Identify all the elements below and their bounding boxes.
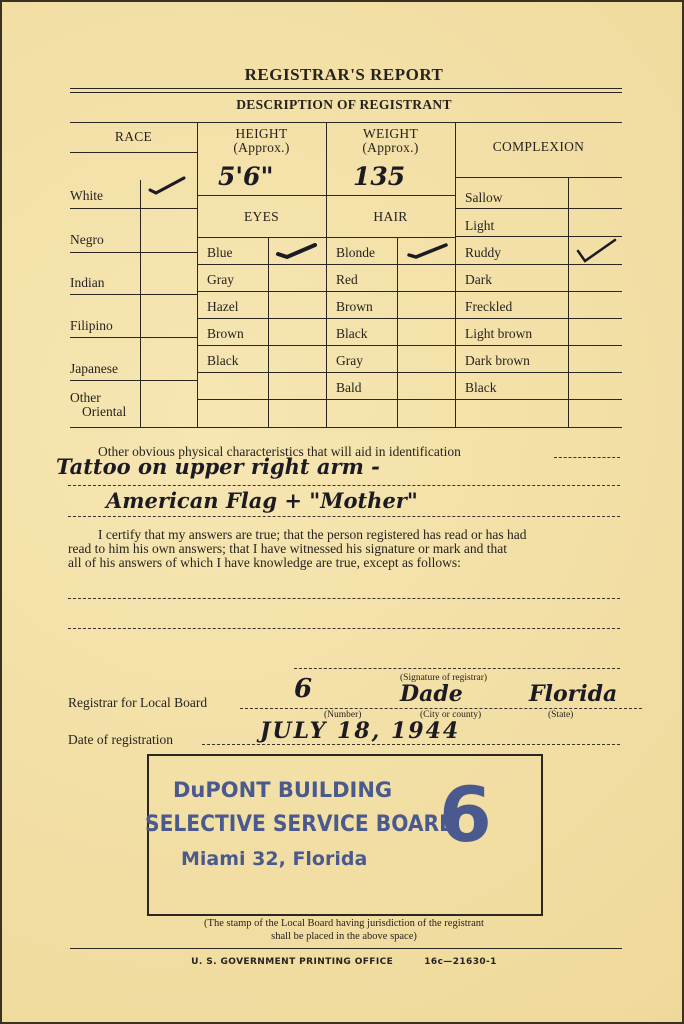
exceptions-line-2 (68, 628, 620, 629)
footer-rule (70, 948, 622, 949)
signature-caption: (Signature of registrar) (400, 673, 488, 683)
complexion-check-divider (568, 177, 569, 428)
hair-black: Black (336, 326, 368, 341)
complexion-sallow: Sallow (465, 190, 503, 205)
hair-header: HAIR (373, 209, 408, 224)
eyes-hair-row-rule (197, 264, 455, 265)
stamp-building: DuPONT BUILDING (173, 778, 393, 802)
weight-approx: (Approx.) (362, 140, 419, 155)
hair-red: Red (336, 272, 358, 287)
eyes-hair-row-rule (197, 291, 455, 292)
race-row-rule (70, 294, 197, 295)
complexion-dark: Dark (465, 272, 492, 287)
local-board-number: 6 (294, 674, 313, 704)
title-rule (70, 88, 622, 89)
stamp-caption-2: shall be placed in the above space) (271, 931, 417, 942)
certification-line-2: read to him his own answers; that I have witnessed his signature or mark and that (68, 541, 508, 556)
date-label: Date of registration (68, 732, 173, 747)
height-weight-rule (197, 195, 455, 196)
stamp-caption-1: (The stamp of the Local Board having jurisdiction of the registrant (204, 918, 484, 929)
characteristics-line-1 (68, 485, 620, 486)
eyes-hazel: Hazel (207, 299, 239, 314)
complexion-row-rule (455, 291, 622, 292)
local-board-city: Dade (400, 681, 463, 707)
local-board-line (240, 708, 642, 709)
race-row-rule (70, 337, 197, 338)
eyes-header: EYES (244, 209, 279, 224)
race-filipino: Filipino (70, 318, 113, 333)
race-header: RACE (114, 129, 153, 144)
complexion-light-brown: Light brown (465, 326, 533, 341)
race-negro: Negro (70, 232, 104, 247)
complexion-row-rule (455, 318, 622, 319)
characteristics-handwriting-2: American Flag + "Mother" (106, 488, 418, 513)
characteristics-handwriting-1: Tattoo on upper right arm - (56, 454, 380, 479)
date-line (202, 744, 620, 745)
race-row-rule (70, 208, 197, 209)
printer-label: U. S. GOVERNMENT PRINTING OFFICE (191, 957, 394, 967)
race-white: White (70, 188, 103, 203)
ruddy-check-mark (575, 237, 619, 265)
complexion-row-rule (455, 208, 622, 209)
state-caption: (State) (548, 710, 574, 720)
complexion-row-rule (455, 399, 622, 400)
eyes-black: Black (207, 353, 239, 368)
complexion-header-rule (455, 177, 622, 178)
hair-blonde: Blonde (336, 245, 375, 260)
race-column-divider (197, 122, 198, 428)
height-approx: (Approx.) (233, 140, 290, 155)
characteristics-prompt-line (554, 457, 620, 458)
stamp-board: SELECTIVE SERVICE BOARD (145, 812, 456, 837)
eyes-blue: Blue (207, 245, 233, 260)
eyes-hair-row-rule (197, 399, 455, 400)
race-japanese: Japanese (70, 361, 118, 376)
white-check-mark (148, 174, 188, 196)
hair-bald: Bald (336, 380, 362, 395)
complexion-ruddy: Ruddy (465, 245, 502, 260)
race-indian: Indian (70, 275, 105, 290)
characteristics-prompt: Other obvious physical characteristics that will aid in identification (98, 444, 461, 459)
report-title: REGISTRAR'S REPORT (244, 65, 444, 84)
title-rule-2 (70, 92, 622, 93)
characteristics-line-2 (68, 516, 620, 517)
table-top-border (70, 122, 622, 123)
weight-header: WEIGHT (362, 126, 419, 141)
eyes-hair-row-rule (197, 372, 455, 373)
complexion-freckled: Freckled (465, 299, 513, 314)
local-board-stamp-box (147, 754, 543, 916)
registrar-signature-line (294, 668, 620, 669)
height-column-divider (326, 122, 327, 428)
race-oriental: Oriental (82, 404, 127, 419)
city-caption: (City or county) (420, 710, 482, 720)
race-header-rule (70, 152, 197, 153)
hair-brown: Brown (336, 299, 373, 314)
stamp-board-number: 6 (439, 770, 492, 859)
complexion-row-rule (455, 372, 622, 373)
complexion-dark-brown: Dark brown (465, 353, 530, 368)
race-check-divider (140, 180, 141, 428)
form-number: 16c—21630-1 (424, 957, 497, 967)
race-other: Other (70, 390, 101, 405)
height-value: 5'6" (218, 162, 274, 191)
exceptions-line-1 (68, 598, 620, 599)
race-row-rule (70, 252, 197, 253)
local-board-label: Registrar for Local Board (68, 695, 208, 710)
height-header: HEIGHT (235, 126, 288, 141)
description-table (70, 122, 622, 428)
eyes-brown: Brown (207, 326, 244, 341)
footer (2, 957, 684, 967)
weight-column-divider (455, 122, 456, 428)
complexion-black: Black (465, 380, 497, 395)
certification-line-3: all of his answers of which I have knowledge are true, except as follows: (68, 555, 461, 570)
date-value: JULY 18, 1944 (260, 718, 461, 744)
race-row-rule (70, 380, 197, 381)
eyes-hair-header-rule (197, 237, 455, 238)
blue-eyes-check-mark (275, 240, 319, 260)
table-bottom-border (70, 427, 622, 428)
number-caption: (Number) (324, 710, 362, 720)
weight-value: 135 (353, 162, 406, 191)
complexion-header: COMPLEXION (492, 139, 585, 154)
certification-line-1: I certify that my answers are true; that the person registered has read or has had (98, 527, 527, 542)
eyes-hair-row-rule (197, 345, 455, 346)
description-subtitle: DESCRIPTION OF REGISTRANT (236, 97, 452, 112)
eyes-hair-row-rule (197, 318, 455, 319)
blonde-hair-check-mark (406, 240, 450, 260)
hair-gray: Gray (336, 353, 363, 368)
stamp-city: Miami 32, Florida (181, 848, 368, 870)
eyes-gray: Gray (207, 272, 234, 287)
complexion-row-rule (455, 345, 622, 346)
complexion-light: Light (465, 218, 495, 233)
local-board-state: Florida (529, 681, 618, 707)
